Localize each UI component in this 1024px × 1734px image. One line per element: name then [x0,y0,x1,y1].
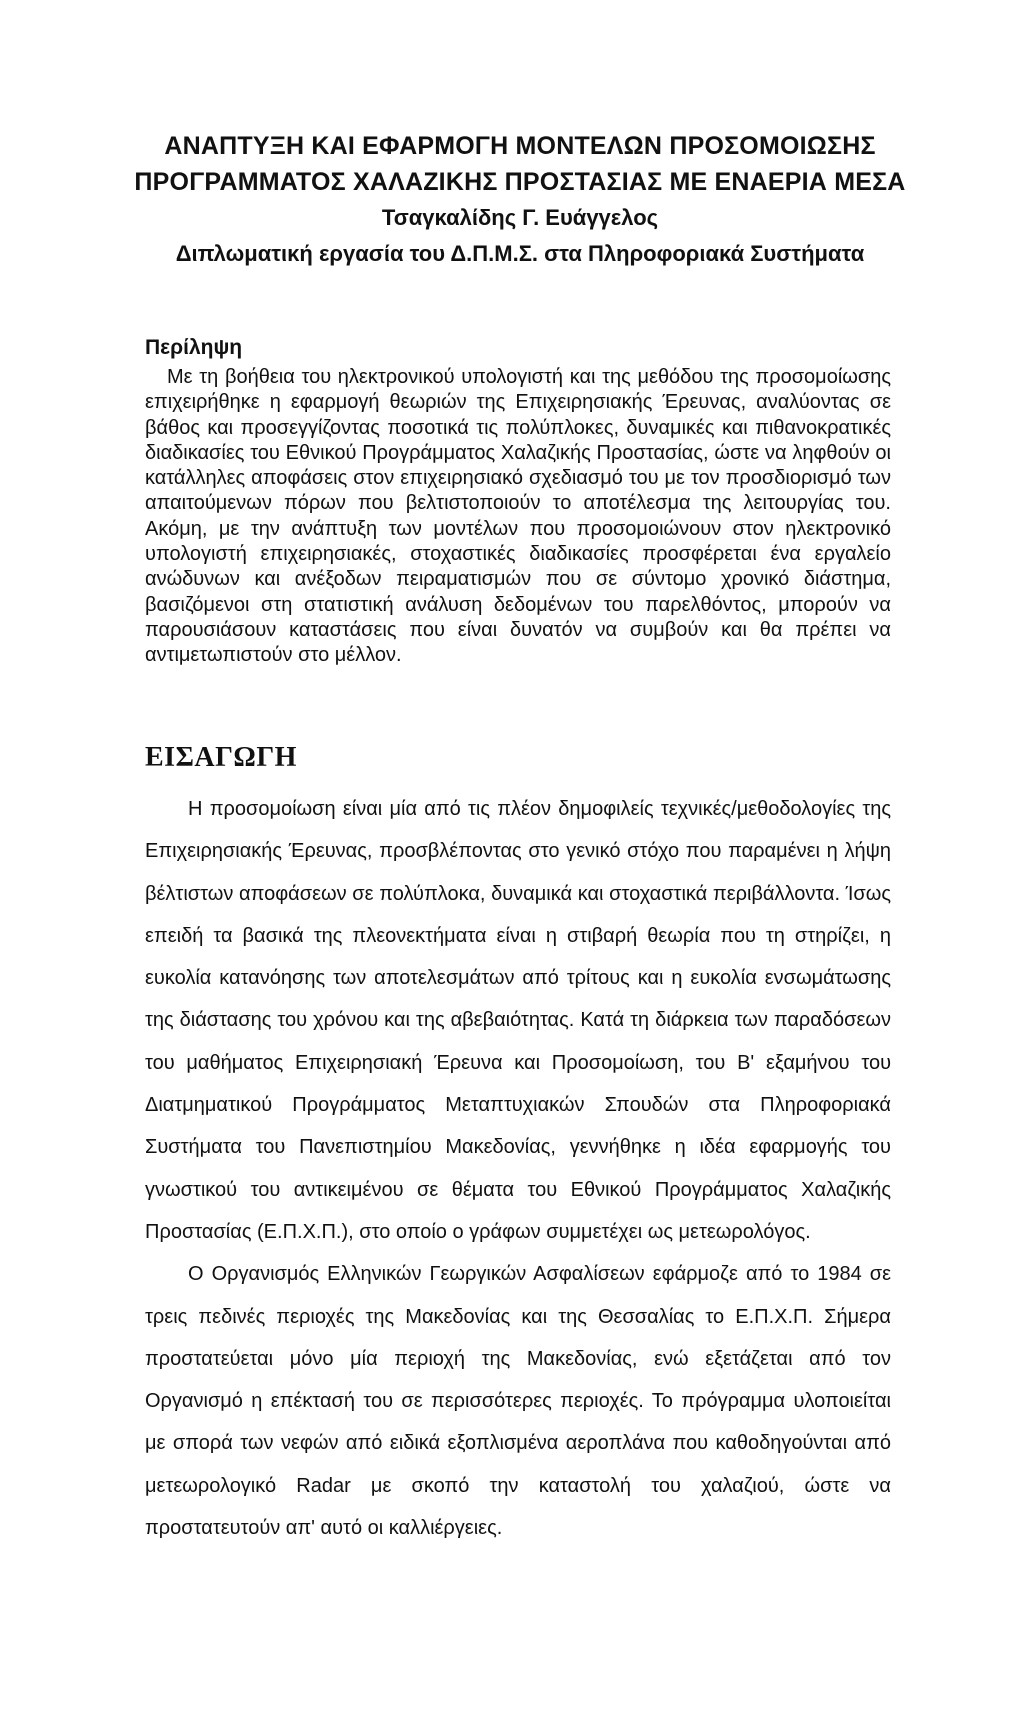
document-title-line-2: ΠΡΟΓΡΑΜΜΑΤΟΣ ΧΑΛΑΖΙΚΗΣ ΠΡΟΣΤΑΣΙΑΣ ΜΕ ΕΝΑΕΡΙΑ ΜΕΣΑ [134,168,906,196]
thesis-info: Διπλωματική εργασία του Δ.Π.Μ.Σ. στα Πληροφοριακά Συστήματα [175,241,865,266]
title-block [130,128,910,272]
document-title-line-1: ΑΝΑΠΤΥΞΗ ΚΑΙ ΕΦΑΡΜΟΓΗ ΜΟΝΤΕΛΩΝ ΠΡΟΣΟΜΟΙΩΣΗΣ [164,132,876,160]
abstract-section [145,333,891,669]
introduction-paragraph: Η προσομοίωση είναι μία από τις πλέον δημοφιλείς τεχνικές/μεθοδολογίες της Επιχειρησιακής Έρευνας, προσβλέποντας στο γενικό στόχο που παραμένει η λήψη βέλτιστων αποφάσεων σε πολύπλοκα, δυναμικά και στοχαστικά περιβάλλοντα. Ίσως επειδή τα βασικά της πλεονεκτήματα είναι η στιβαρή θεωρία που τη στηρίζει, η ευκολία κατανόησης των αποτελεσμάτων από τρίτους και η ευκολία ενσωμάτωσης της διάστασης του χρόνου και της αβεβαιότητας. Κατά τη διάρκεια των παραδόσεων του μαθήματος Επιχειρησιακή Έρευνα και Προσομοίωση, του Β' εξαμήνου του Διατμηματικού Προγράμματος Μεταπτυχιακών Σπουδών στα Πληροφοριακά Συστήματα του Πανεπιστημίου Μακεδονίας, γεννήθηκε η ιδέα εφαρμογής του γνωστικού του αντικειμένου σε θέματα του Εθνικού Προγράμματος Χαλαζικής Προστασίας (Ε.Π.Χ.Π.), στο οποίο ο γράφων συμμετέχει ως μετεωρολόγος. [145,798,891,1243]
introduction-paragraph: Ο Οργανισμός Ελληνικών Γεωργικών Ασφαλίσεων εφάρμοζε από το 1984 σε τρεις πεδινές περιοχές της Μακεδονίας και της Θεσσαλίας το Ε.Π.Χ.Π. Σήμερα προστατεύεται μόνο μία περιοχή της Μακεδονίας, ενώ εξετάζεται από τον Οργανισμό η επέκτασή του σε περισσότερες περιοχές. Το πρόγραμμα υλοποιείται με σπορά των νεφών από ειδικά εξοπλισμένα αεροπλάνα που καθοδηγούνται από μετεωρολογικό Radar με σκοπό την καταστολή του χαλαζιού, ώστε να προστατευτούν απ' αυτό οι καλλιέργειες. [145,1263,891,1540]
abstract-text: Με τη βοήθεια του ηλεκτρονικού υπολογιστή και της μεθόδου της προσομοίωσης επιχειρήθηκε η εφαρμογή θεωριών της Επιχειρησιακής Έρευνας, αναλύοντας σε βάθος και προσεγγίζοντας ποσοτικά τις πολύπλοκες, δυναμικές και πιθανοκρατικές διαδικασίες του Εθνικού Προγράμματος Χαλαζικής Προστασίας, ώστε να ληφθούν οι κατάλληλες αποφάσεις στον επιχειρησιακό σχεδιασμό του με τον προσδιορισμό των απαιτούμενων πόρων που βελτιστοποιούν το αποτέλεσμα της λειτουργίας του. Ακόμη, με την ανάπτυξη των μοντέλων που προσομοιώνουν στον ηλεκτρονικό υπολογιστή επιχειρησιακές, στοχαστικές διαδικασίες προσφέρεται ένα εργαλείο ανώδυνων και ανέξοδων πειραματισμών που σε σύντομο χρονικό διάστημα, βασιζόμενοι στη στατιστική ανάλυση δεδομένων του παρελθόντος, μπορούν να παρουσιάσουν καταστάσεις που είναι δυνατόν να συμβούν και θα πρέπει να αντιμετωπιστούν στο μέλλον. [145,366,891,667]
introduction-section [145,740,891,1549]
author-name: Τσαγκαλίδης Γ. Ευάγγελος [381,205,659,230]
introduction-heading: ΕΙΣΑΓΩΓΗ [145,742,297,773]
abstract-heading: Περίληψη [145,336,243,359]
